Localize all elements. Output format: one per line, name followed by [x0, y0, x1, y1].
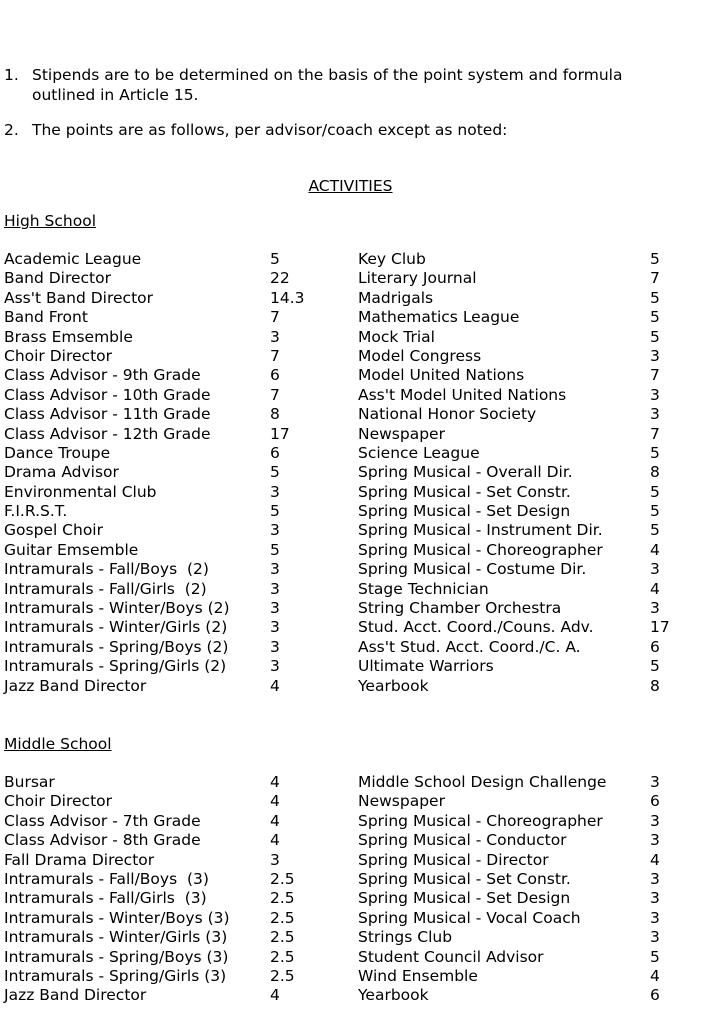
activity-name: Spring Musical - Overall Dir. [358, 463, 573, 482]
activity-points: 2.5 [270, 869, 295, 888]
activity-row [358, 405, 698, 424]
activity-points: 8 [270, 405, 280, 424]
activity-row [4, 851, 344, 870]
activity-points: 3 [270, 637, 280, 656]
activity-name: Environmental Club [4, 482, 157, 501]
activity-points: 4 [650, 850, 660, 869]
activity-row [358, 677, 698, 696]
activity-name: Dance Troupe [4, 443, 111, 462]
activity-name: Literary Journal [358, 269, 477, 288]
activity-points: 7 [650, 366, 660, 385]
activity-name: Newspaper [358, 424, 445, 443]
activity-points: 6 [270, 366, 280, 385]
activity-name: Ass't Band Director [4, 288, 154, 307]
activity-row [4, 773, 344, 792]
activity-points: 6 [650, 637, 660, 656]
activity-row [358, 948, 698, 967]
activity-name: Wind Ensemble [358, 966, 478, 985]
activity-points: 3 [650, 831, 660, 850]
activity-name: Spring Musical - Conductor [358, 831, 567, 850]
activity-name: String Chamber Orchestra [358, 599, 562, 618]
activity-name: Choir Director [4, 346, 113, 365]
activity-row [4, 425, 344, 444]
activity-row [4, 831, 344, 850]
activity-row [358, 463, 698, 482]
activity-row [4, 521, 344, 540]
activity-row [358, 328, 698, 347]
activity-points: 3 [650, 346, 660, 365]
activity-points: 6 [270, 443, 280, 462]
activity-points: 3 [650, 869, 660, 888]
activity-row [4, 328, 344, 347]
activity-row [358, 308, 698, 327]
activity-row [4, 928, 344, 947]
activity-points: 3 [650, 811, 660, 830]
middle-school-right-list [358, 773, 698, 1006]
activity-row [4, 463, 344, 482]
activity-name: Class Advisor - 11th Grade [4, 405, 211, 424]
activity-row [358, 483, 698, 502]
activity-points: 3 [650, 908, 660, 927]
activity-points: 5 [270, 250, 280, 268]
paragraph-number: 1. [4, 66, 19, 84]
activity-points: 5 [650, 947, 660, 966]
activity-row [358, 986, 698, 1005]
activity-row [4, 812, 344, 831]
activity-row [358, 444, 698, 463]
activity-points: 17 [270, 424, 290, 443]
activity-points: 3 [270, 599, 280, 618]
activity-name: Spring Musical - Set Design [358, 502, 571, 521]
activity-points: 3 [650, 773, 660, 791]
activity-name: Bursar [4, 773, 55, 791]
activity-points: 7 [650, 424, 660, 443]
activity-points: 6 [650, 986, 660, 1005]
paragraph-number: 2. [4, 121, 19, 139]
activity-row [358, 521, 698, 540]
activity-row [358, 909, 698, 928]
activity-points: 2.5 [270, 966, 295, 985]
activity-points: 3 [270, 579, 280, 598]
middle-school-left-list [4, 773, 344, 1006]
activity-name: Spring Musical - Set Constr. [358, 482, 571, 501]
high-school-right-list [358, 250, 698, 696]
high-school-title: High School [4, 212, 97, 230]
paragraph-1 [4, 65, 694, 105]
activity-name: Class Advisor - 9th Grade [4, 366, 201, 385]
activity-name: Jazz Band Director [4, 676, 147, 695]
activity-points: 5 [650, 308, 660, 327]
activity-row [358, 831, 698, 850]
activity-name: Academic League [4, 250, 142, 268]
activity-points: 3 [270, 521, 280, 540]
activity-points: 4 [650, 579, 660, 598]
activity-row [358, 812, 698, 831]
activity-name: Madrigals [358, 288, 434, 307]
activity-row [358, 618, 698, 637]
activity-row [4, 599, 344, 618]
activity-name: Spring Musical - Set Design [358, 889, 571, 908]
activity-name: Class Advisor - 12th Grade [4, 424, 211, 443]
activity-row [358, 889, 698, 908]
activity-name: Yearbook [358, 676, 429, 695]
paragraph-text: Stipends are to be determined on the basis of the point system and formula outlined in Article 15. [32, 66, 623, 104]
activity-points: 3 [650, 560, 660, 579]
activity-row [358, 580, 698, 599]
activity-name: Mock Trial [358, 327, 435, 346]
activity-name: Choir Director [4, 792, 113, 811]
activity-points: 4 [270, 986, 280, 1005]
activity-points: 5 [270, 502, 280, 521]
activity-row [4, 250, 344, 269]
activity-points: 14.3 [270, 288, 305, 307]
activity-points: 3 [270, 850, 280, 869]
activity-points: 4 [270, 773, 280, 791]
activity-points: 3 [270, 482, 280, 501]
activity-row [4, 560, 344, 579]
paragraph-2 [4, 120, 694, 140]
activity-row [4, 366, 344, 385]
activity-row [358, 347, 698, 366]
activity-points: 3 [270, 327, 280, 346]
activity-points: 6 [650, 792, 660, 811]
activity-name: Mathematics League [358, 308, 520, 327]
activity-name: Intramurals - Spring/Girls (2) [4, 657, 227, 676]
activity-points: 5 [650, 443, 660, 462]
activity-row [4, 269, 344, 288]
activity-points: 3 [270, 618, 280, 637]
paragraph-text: The points are as follows, per advisor/coach except as noted: [32, 121, 508, 139]
activity-row [358, 870, 698, 889]
activity-points: 2.5 [270, 889, 295, 908]
activity-points: 4 [270, 811, 280, 830]
activity-name: Class Advisor - 10th Grade [4, 385, 211, 404]
activity-points: 2.5 [270, 908, 295, 927]
activity-row [358, 289, 698, 308]
activity-row [358, 366, 698, 385]
activity-name: Intramurals - Winter/Boys (2) [4, 599, 230, 618]
activity-row [358, 541, 698, 560]
activity-points: 3 [270, 657, 280, 676]
activity-name: Class Advisor - 8th Grade [4, 831, 201, 850]
activity-name: Intramurals - Winter/Girls (2) [4, 618, 228, 637]
middle-school-title: Middle School [4, 735, 112, 753]
activity-name: Key Club [358, 250, 426, 268]
activity-points: 5 [650, 288, 660, 307]
activity-row [4, 618, 344, 637]
activity-name: Fall Drama Director [4, 850, 155, 869]
activities-heading: ACTIVITIES [308, 177, 393, 195]
activity-row [4, 308, 344, 327]
activity-name: Drama Advisor [4, 463, 119, 482]
activity-name: National Honor Society [358, 405, 537, 424]
activity-points: 8 [650, 676, 660, 695]
activity-points: 5 [650, 657, 660, 676]
activity-points: 4 [270, 676, 280, 695]
activity-points: 2.5 [270, 947, 295, 966]
activity-row [358, 967, 698, 986]
activity-name: Spring Musical - Choreographer [358, 811, 603, 830]
activity-row [358, 773, 698, 792]
activity-points: 4 [650, 540, 660, 559]
activity-name: Spring Musical - Costume Dir. [358, 560, 587, 579]
activity-points: 3 [270, 560, 280, 579]
activity-points: 5 [650, 521, 660, 540]
activity-row [4, 677, 344, 696]
activity-row [4, 909, 344, 928]
activity-row [4, 289, 344, 308]
activity-row [4, 889, 344, 908]
activity-row [4, 347, 344, 366]
activity-name: Intramurals - Spring/Girls (3) [4, 966, 227, 985]
activity-row [358, 386, 698, 405]
activity-points: 7 [270, 308, 280, 327]
activity-name: Yearbook [358, 986, 429, 1005]
activity-row [358, 250, 698, 269]
activity-points: 3 [650, 405, 660, 424]
activity-points: 17 [650, 618, 670, 637]
activity-points: 7 [270, 346, 280, 365]
high-school-left-list [4, 250, 344, 696]
activity-name: Intramurals - Winter/Girls (3) [4, 928, 228, 947]
activity-name: Intramurals - Fall/Boys (3) [4, 869, 209, 888]
activity-row [4, 483, 344, 502]
activity-name: Gospel Choir [4, 521, 103, 540]
activity-name: Band Director [4, 269, 111, 288]
activity-name: Intramurals - Winter/Boys (3) [4, 908, 230, 927]
activity-name: Intramurals - Spring/Boys (2) [4, 637, 229, 656]
activity-name: Intramurals - Fall/Girls (2) [4, 579, 207, 598]
activity-row [4, 541, 344, 560]
activity-points: 3 [650, 385, 660, 404]
activity-points: 5 [650, 502, 660, 521]
activity-row [4, 948, 344, 967]
activity-name: Middle School Design Challenge [358, 773, 607, 791]
activity-name: Brass Emsemble [4, 327, 133, 346]
activity-name: Ass't Stud. Acct. Coord./C. A. [358, 637, 581, 656]
activity-row [358, 928, 698, 947]
activity-row [4, 657, 344, 676]
activity-name: Newspaper [358, 792, 445, 811]
activity-row [4, 638, 344, 657]
activity-name: F.I.R.S.T. [4, 502, 68, 521]
activity-row [4, 792, 344, 811]
activity-points: 8 [650, 463, 660, 482]
activity-name: Spring Musical - Set Constr. [358, 869, 571, 888]
activity-name: Student Council Advisor [358, 947, 544, 966]
activity-name: Ultimate Warriors [358, 657, 494, 676]
activity-row [4, 870, 344, 889]
activity-points: 3 [650, 599, 660, 618]
activity-name: Band Front [4, 308, 88, 327]
activity-name: Strings Club [358, 928, 453, 947]
activity-name: Class Advisor - 7th Grade [4, 811, 201, 830]
activity-name: Stud. Acct. Coord./Couns. Adv. [358, 618, 594, 637]
activity-row [4, 444, 344, 463]
activity-points: 5 [270, 463, 280, 482]
activity-row [358, 792, 698, 811]
activity-points: 4 [650, 966, 660, 985]
activity-points: 22 [270, 269, 290, 288]
activity-name: Intramurals - Spring/Boys (3) [4, 947, 229, 966]
activity-points: 7 [270, 385, 280, 404]
activity-points: 5 [270, 540, 280, 559]
activity-name: Intramurals - Fall/Girls (3) [4, 889, 207, 908]
activity-row [4, 580, 344, 599]
activity-name: Spring Musical - Choreographer [358, 540, 603, 559]
activity-name: Intramurals - Fall/Boys (2) [4, 560, 209, 579]
activity-row [4, 502, 344, 521]
activity-row [358, 851, 698, 870]
activity-name: Model Congress [358, 346, 482, 365]
activity-points: 4 [270, 792, 280, 811]
activity-row [4, 386, 344, 405]
activity-row [4, 967, 344, 986]
activity-row [358, 638, 698, 657]
activity-row [358, 269, 698, 288]
activity-row [358, 502, 698, 521]
activity-points: 5 [650, 327, 660, 346]
activity-name: Science League [358, 443, 480, 462]
activity-row [4, 405, 344, 424]
activity-row [358, 599, 698, 618]
activity-points: 2.5 [270, 928, 295, 947]
activity-name: Spring Musical - Instrument Dir. [358, 521, 603, 540]
activity-name: Spring Musical - Director [358, 850, 549, 869]
activity-name: Guitar Emsemble [4, 540, 139, 559]
activity-name: Model United Nations [358, 366, 525, 385]
activity-points: 3 [650, 928, 660, 947]
activity-row [358, 657, 698, 676]
activity-row [358, 425, 698, 444]
activity-name: Jazz Band Director [4, 986, 147, 1005]
activity-points: 5 [650, 250, 660, 268]
activity-row [358, 560, 698, 579]
activity-row [4, 986, 344, 1005]
activity-points: 3 [650, 889, 660, 908]
activity-points: 7 [650, 269, 660, 288]
activity-points: 4 [270, 831, 280, 850]
activity-name: Ass't Model United Nations [358, 385, 567, 404]
activity-points: 5 [650, 482, 660, 501]
activity-name: Stage Technician [358, 579, 489, 598]
activity-name: Spring Musical - Vocal Coach [358, 908, 581, 927]
